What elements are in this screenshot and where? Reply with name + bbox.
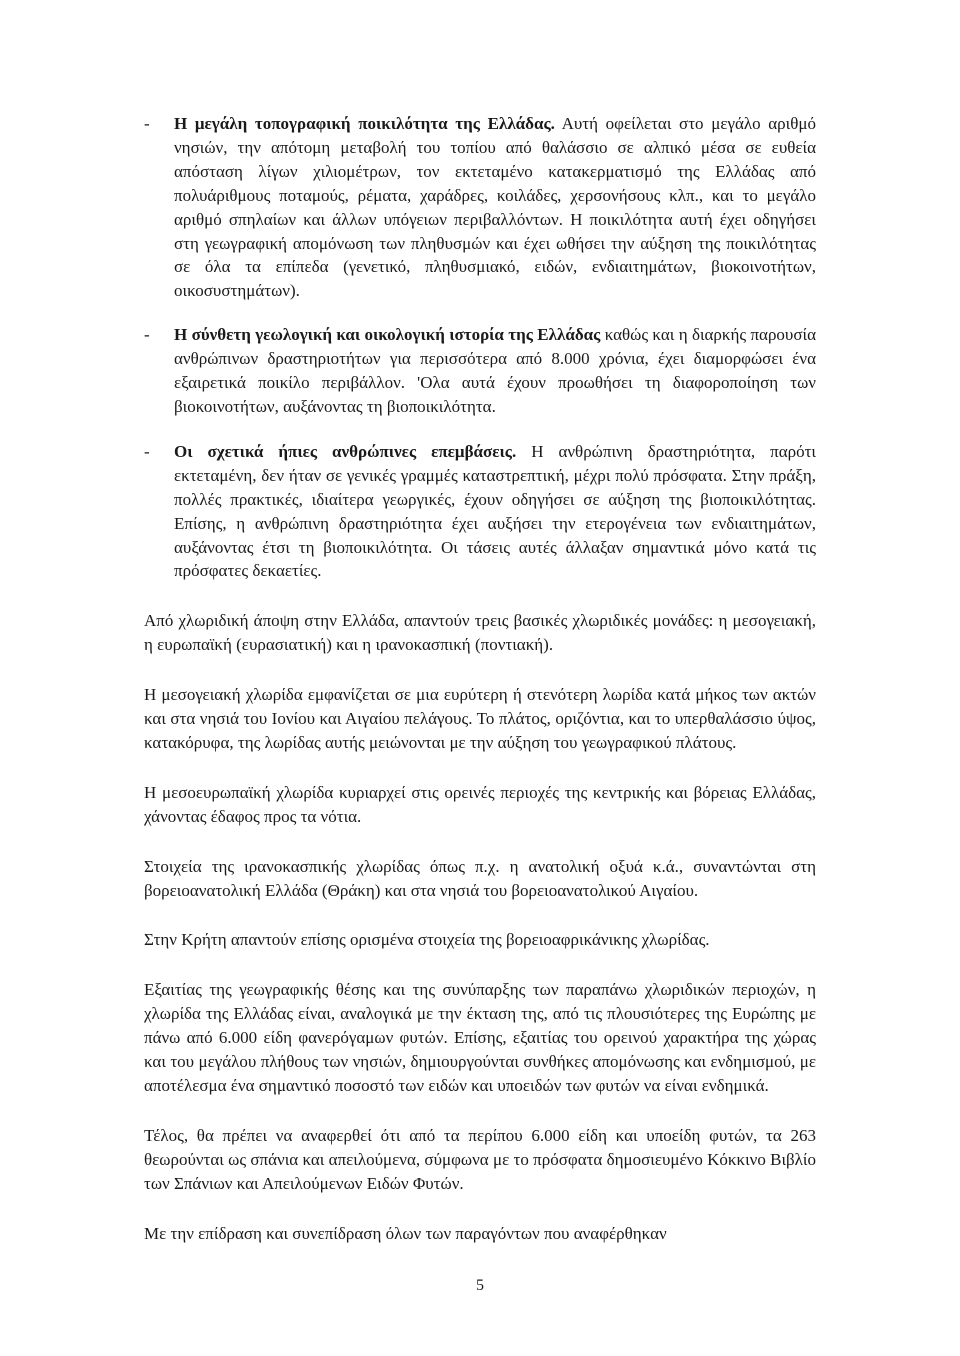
paragraph-irano-caspian-flora: Στοιχεία της ιρανοκασπικής χλωρίδας όπως π.χ. η ανατολική οξυά κ.ά., συναντώνται στη βορειοανατολική Ελλάδα (Θράκη) και στα νησιά του βορειοανατολικού Αιγαίου. bbox=[144, 856, 816, 900]
bullet-heading: Η σύνθετη γεωλογική και οικολογική ιστορία της Ελλάδας bbox=[174, 325, 601, 345]
page-number: 5 bbox=[476, 1277, 484, 1294]
bullet-text: Η ανθρώπινη δραστηριότητα, παρότι εκτεταμένη, δεν ήταν σε γενικές γραμμές καταστρεπτική, μέχρι πολύ πρόσφατα. Στην πράξη, πολλές πρακτικές, ιδιαίτερα γεωργικές, έχουν οδηγήσει σε αύξηση της βιοποικιλότητας. Επίσης, η ανθρώπινη δραστηριότητα έχει αυξήσει την ετερογένεια των ενδιαιτημάτων, αυξάνοντας έτσι τη βιοποικιλότητα. Οι τάσεις αυτές άλλαξαν σημαντικά μόνο κατά τις πρόσφατες δεκαετίες. bbox=[174, 441, 816, 581]
bullet-dash: - bbox=[144, 441, 150, 461]
bullet-heading: Η μεγάλη τοπογραφική ποικιλότητα της Ελλάδας. bbox=[174, 114, 555, 133]
paragraph-red-book: Τέλος, θα πρέπει να αναφερθεί ότι από τα περίπου 6.000 είδη και υποείδη φυτών, τα 263 θεωρούνται ως σπάνια και απειλούμενα, σύμφωνα με το πρόσφατα δημοσιευμένο Κόκκινο Βιβλίο των Σπάνιων και Απειλούμενων Ειδών Φυτών. bbox=[144, 1125, 816, 1193]
bullet-topographic-diversity bbox=[144, 112, 816, 303]
paragraph-flora-richness: Εξαιτίας της γεωγραφικής θέσης και της συνύπαρξης των παραπάνω χλωριδικών περιοχών, η χλωρίδα της Ελλάδας είναι, αναλογικά με την έκταση της, από τις πλουσιότερες της Ευρώπης με πάνω από 6.000 είδη φανερόγαμων φυτών. Επίσης, εξαιτίας του ορεινού χαρακτήρα της χώρας και του μεγάλου πλήθους των νησιών, δημιουργούνται συνθήκες απομόνωσης και ενδημισμού, με αποτέλεσμα ένα σημαντικό ποσοστό των ειδών και υποειδών των φυτών να είναι ενδημικά. bbox=[144, 980, 816, 1095]
paragraph-crete-flora: Στην Κρήτη απαντούν επίσης ορισμένα στοιχεία της βορειοαφρικάνικης χλωρίδας. bbox=[144, 930, 710, 950]
bullet-dash: - bbox=[144, 325, 150, 345]
bullet-text: Αυτή οφείλεται στο μεγάλο αριθμό νησιών, την απότομη μεταβολή του τοπίου από θαλάσσιο σε αλπικό μέσα σε ευθεία απόσταση λίγων χιλιομέτρων, τον εκτεταμένο κατακερματισμό της Ελλάδας από πολυάριθμους ποταμούς, ρέματα, χαράδρες, κοιλάδες, χερσονήσους κλπ., και το μεγάλο αριθμό σπηλαίων και άλλων υπόγειων περιβαλλόντων. Η ποικιλότητα αυτή έχει οδηγήσει στη γεωγραφική απομόνωση των πληθυσμών και έχει ωθήσει την αύξηση της ποικιλότητας σε όλα τα επίπεδα (γενετικό, πληθυσμιακό, ειδών, ενδιαιτημάτων, βιοκοινοτήτων, οικοσυστημάτων). bbox=[174, 114, 816, 301]
bullet-text: καθώς και η διαρκής παρουσία ανθρώπινων δραστηριοτήτων για περισσότερα από 8.000 χρόνια, έχει διαμορφώσει ένα εξαιρετικά ποικίλο περιβάλλον. 'Ολα αυτά έχουν προωθήσει τη διαφοροποίηση των βιοκοινοτήτων, αυξάνοντας τη βιοποικιλότητα. bbox=[174, 325, 816, 416]
paragraph-mediterranean-flora: Η μεσογειακή χλωρίδα εμφανίζεται σε μια ευρύτερη ή στενότερη λωρίδα κατά μήκος των ακτών και στα νησιά του Ιονίου και Αιγαίου πελάγους. Το πλάτος, οριζόντια, και το υπερθαλάσσιο ύψος, κατακόρυφα, της λωρίδας αυτής μειώνονται με την αύξηση του γεωγραφικού πλάτους. bbox=[144, 685, 816, 752]
paragraph-central-european-flora: Η μεσοευρωπαϊκή χλωρίδα κυριαρχεί στις ορεινές περιοχές της κεντρικής και βόρειας Ελλάδας, χάνοντας έδαφος προς τα νότια. bbox=[144, 782, 816, 826]
bullet-human-interventions bbox=[144, 440, 816, 583]
paragraph-continuation: Με την επίδραση και συνεπίδραση όλων των παραγόντων που αναφέρθηκαν bbox=[144, 1223, 667, 1243]
page-content bbox=[144, 112, 816, 1246]
paragraph-floristic-units: Από χλωριδική άποψη στην Ελλάδα, απαντούν τρεις βασικές χλωριδικές μονάδες: η μεσογειακή, η ευρωπαϊκή (ευρασιατική) και η ιρανοκασπική (ποντιακή). bbox=[144, 611, 816, 655]
bullet-dash: - bbox=[144, 114, 150, 133]
bullet-heading: Οι σχετικά ήπιες ανθρώπινες επεμβάσεις. bbox=[174, 441, 517, 461]
bullet-geological-history bbox=[144, 323, 816, 419]
